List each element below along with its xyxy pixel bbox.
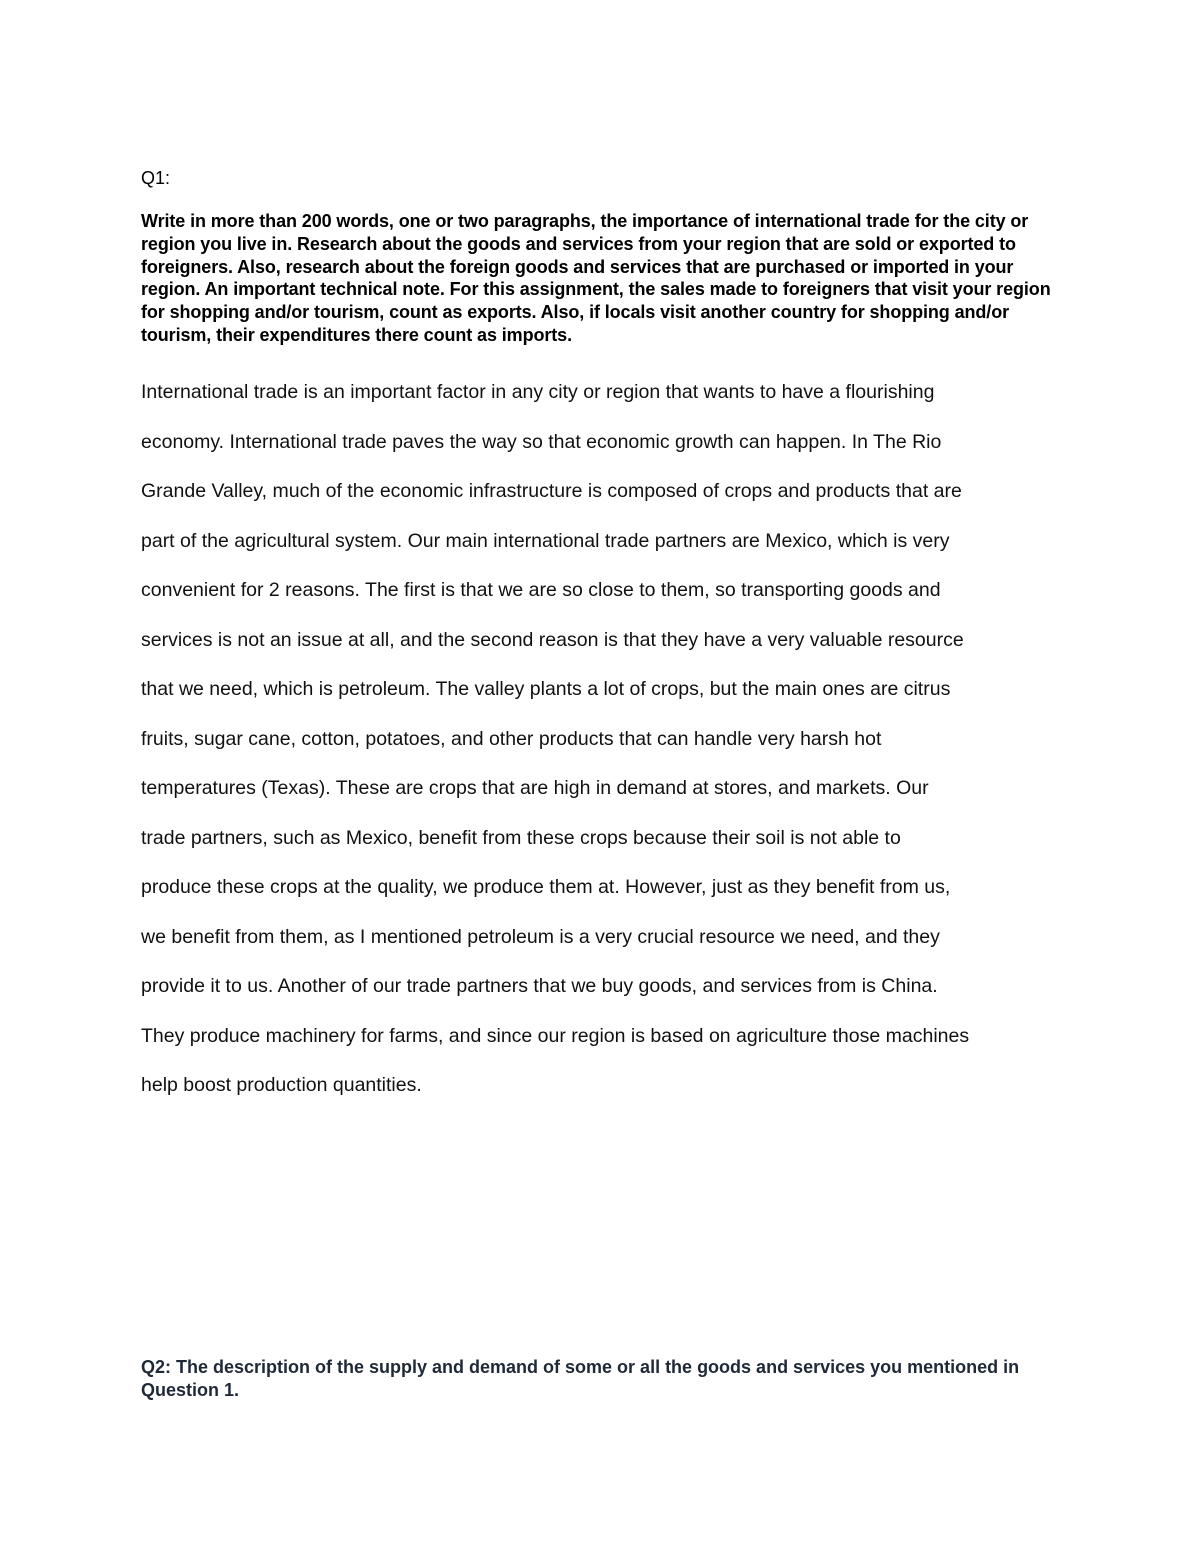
answer-line: help boost production quantities.	[141, 1074, 422, 1096]
question-1-answer	[141, 368, 1071, 1111]
answer-line: that we need, which is petroleum. The valley plants a lot of crops, but the main ones are citrus	[141, 678, 951, 700]
answer-line: fruits, sugar cane, cotton, potatoes, and other products that can handle very harsh hot	[141, 727, 882, 750]
question-1-label: Q1:	[141, 168, 171, 188]
answer-line: convenient for 2 reasons. The first is that we are so close to them, so transporting goods and	[141, 579, 941, 601]
answer-line: trade partners, such as Mexico, benefit from these crops because their soil is not able to	[141, 826, 901, 849]
answer-line: services is not an issue at all, and the second reason is that they have a very valuable resource	[141, 628, 964, 651]
answer-line: produce these crops at the quality, we produce them at. However, just as they benefit from us,	[141, 876, 951, 898]
answer-line: International trade is an important factor in any city or region that wants to have a flourishing	[141, 381, 935, 403]
question-2-prompt: Q2: The description of the supply and demand of some or all the goods and services you mentioned in Question 1.	[141, 1357, 1020, 1400]
answer-line: economy. International trade paves the way so that economic growth can happen. In The Rio	[141, 430, 942, 453]
answer-line: They produce machinery for farms, and since our region is based on agriculture those machines	[141, 1024, 970, 1047]
answer-line: we benefit from them, as I mentioned petroleum is a very crucial resource we need, and they	[141, 925, 940, 948]
question-1-prompt: Write in more than 200 words, one or two paragraphs, the importance of international trade for the city or region you live in. Research about the goods and services from your region that are sold or exported to foreigners. Also, research about the foreign goods and services that are purchased or imported in your region. An important technical note. For this assignment, the sales made to foreigners that visit your region for shopping and/or tourism, count as exports. Also, if locals visit another country for shopping and/or tourism, their expenditures there count as imports.	[141, 211, 1051, 345]
answer-line: provide it to us. Another of our trade partners that we buy goods, and services from is China.	[141, 975, 938, 997]
answer-line: Grande Valley, much of the economic infrastructure is composed of crops and products that are	[141, 480, 962, 502]
answer-line: part of the agricultural system. Our main international trade partners are Mexico, which is very	[141, 529, 950, 552]
answer-line: temperatures (Texas). These are crops that are high in demand at stores, and markets. Our	[141, 777, 929, 799]
